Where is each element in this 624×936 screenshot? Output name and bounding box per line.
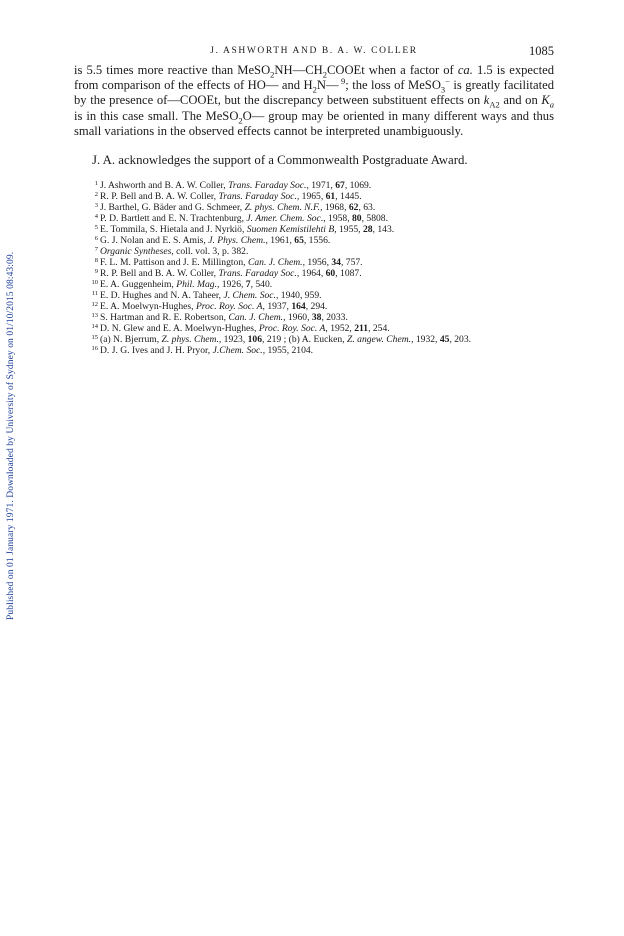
text-run: k xyxy=(483,93,490,108)
reference-pages: , 1556. xyxy=(303,235,331,247)
subscript: 2 xyxy=(238,115,243,126)
text-run: NH—CH xyxy=(274,63,323,77)
reference-journal: Trans. Faraday Soc. xyxy=(218,268,297,280)
reference-pages: , 143. xyxy=(372,224,395,236)
reference-authors: E. Tommila, S. Hietala and J. Nyrkiö, xyxy=(100,224,247,236)
reference-item xyxy=(92,213,554,224)
subscript: 3 xyxy=(440,84,446,95)
body-paragraph xyxy=(74,63,554,139)
reference-authors: G. J. Nolan and E. S. Amis, xyxy=(100,235,209,247)
subscript: 2 xyxy=(270,69,275,80)
reference-number: 10 xyxy=(91,279,98,287)
reference-authors: R. P. Bell and B. A. W. Coller, xyxy=(100,191,219,203)
reference-journal: Trans. Faraday Soc. xyxy=(228,180,307,192)
reference-pages: , 1069. xyxy=(344,180,372,192)
reference-volume: 45 xyxy=(439,334,450,346)
reference-year: , 1955, xyxy=(334,224,363,236)
reference-item xyxy=(92,290,554,301)
subscript: A2 xyxy=(489,99,500,110)
reference-item xyxy=(92,279,554,290)
reference-journal: Phil. Mag. xyxy=(176,279,217,291)
reference-volume: 67 xyxy=(335,180,345,192)
reference-journal: Organic Syntheses xyxy=(100,246,172,258)
reference-number: 8 xyxy=(94,257,98,265)
reference-volume: 61 xyxy=(325,191,336,203)
running-head: J. ASHWORTH AND B. A. W. COLLER xyxy=(210,46,418,56)
text-run: is greatly facilitated by the presence of—COOEt, but the discrepancy between substituent effects on xyxy=(74,78,555,108)
reference-authors: D. N. Glew and E. A. Moelwyn-Hughes, xyxy=(100,323,259,335)
text-run: ; the loss of MeSO xyxy=(345,78,441,93)
reference-number: 12 xyxy=(91,301,98,309)
reference-journal: Can. J. Chem. xyxy=(228,312,284,324)
reference-item xyxy=(92,334,554,345)
reference-item xyxy=(92,257,554,268)
reference-item xyxy=(92,301,554,312)
reference-journal: Z. angew. Chem. xyxy=(347,334,412,346)
reference-journal: Suomen Kemistilehti B xyxy=(246,224,335,236)
reference-number: 16 xyxy=(91,345,98,353)
text-run: ca. xyxy=(457,63,473,77)
reference-item xyxy=(92,224,554,235)
reference-journal: J. Phys. Chem. xyxy=(208,235,266,247)
reference-year: , 1956, xyxy=(302,257,332,269)
reference-volume: 106 xyxy=(247,334,263,346)
reference-item xyxy=(92,268,554,279)
reference-year: , 1968, xyxy=(320,202,349,214)
reference-authors: E. A. Guggenheim, xyxy=(100,279,177,291)
reference-number: 9 xyxy=(94,268,98,276)
reference-year: , 1958, xyxy=(323,213,352,225)
reference-item xyxy=(92,191,554,202)
text-run: K xyxy=(541,93,550,108)
reference-number: 2 xyxy=(94,191,98,199)
reference-year: , 1952, xyxy=(325,323,355,335)
reference-authors: J. Ashworth and B. A. W. Coller, xyxy=(100,180,229,192)
reference-authors: E. D. Hughes and N. A. Taheer, xyxy=(100,290,224,302)
reference-number: 7 xyxy=(94,246,98,254)
reference-number: 4 xyxy=(94,213,98,221)
text-run: is 5.5 times more reactive than MeSO xyxy=(74,63,271,77)
reference-number: 6 xyxy=(94,235,98,243)
reference-volume: 65 xyxy=(294,235,304,247)
reference-journal: Proc. Roy. Soc. A xyxy=(195,301,263,313)
page-header xyxy=(74,44,554,60)
subscript: a xyxy=(549,99,554,110)
reference-year: , 1965, xyxy=(296,191,326,203)
reference-journal: J.Chem. Soc. xyxy=(212,345,263,357)
reference-number: 5 xyxy=(94,224,98,232)
reference-authors: P. D. Bartlett and E. N. Trachtenburg, xyxy=(100,213,247,225)
reference-authors: F. L. M. Pattison and J. E. Millington, xyxy=(100,257,248,269)
reference-number: 15 xyxy=(91,334,98,342)
reference-number: 11 xyxy=(91,290,98,298)
reference-item xyxy=(92,312,554,323)
reference-authors: E. A. Moelwyn-Hughes, xyxy=(100,301,196,313)
reference-pages: , 294. xyxy=(305,301,328,313)
reference-authors: D. J. G. Ives and J. H. Pryor, xyxy=(100,345,213,357)
reference-pages: , 219 ; (b) A. Eucken, xyxy=(262,334,348,346)
reference-volume: 28 xyxy=(362,224,373,236)
text-run: N— xyxy=(316,78,339,93)
reference-year: , 1926, xyxy=(217,279,246,291)
reference-journal: Trans. Faraday Soc. xyxy=(218,191,297,203)
reference-volume: 38 xyxy=(311,312,322,324)
reference-list xyxy=(92,180,554,356)
reference-year: , 1961, xyxy=(265,235,295,247)
reference-number: 14 xyxy=(91,323,98,331)
text-run: O— group may be oriented in many different ways and thus small variations in the observed effects cannot be interpreted unambiguously. xyxy=(74,108,554,138)
reference-authors: J. Barthel, G. Bäder and G. Schmeer, xyxy=(100,202,245,214)
reference-volume: 7 xyxy=(245,279,251,291)
reference-year: , 1971, xyxy=(306,180,336,192)
text-run: and on xyxy=(499,93,542,108)
text-run: 1.5 is expected from comparison of the effects of HO— and H xyxy=(74,63,554,93)
reference-volume: 80 xyxy=(352,213,362,225)
reference-year: , 1923, xyxy=(218,334,248,346)
page-body xyxy=(74,63,554,356)
reference-pages: , 63. xyxy=(358,202,376,214)
reference-item xyxy=(92,246,554,257)
reference-year: , 1932, xyxy=(411,334,440,346)
reference-pages: , 1445. xyxy=(335,191,362,203)
reference-year: , 1937, xyxy=(262,301,292,313)
reference-pages: , 2033. xyxy=(321,312,348,324)
page-number: 1085 xyxy=(529,44,554,58)
reference-journal: Proc. Roy. Soc. A xyxy=(258,323,326,335)
reference-volume: 164 xyxy=(291,301,306,313)
text-run: is in this case small. The MeSO xyxy=(74,108,239,123)
reference-authors: R. P. Bell and B. A. W. Coller, xyxy=(100,268,219,280)
reference-pages: , 5808. xyxy=(361,213,388,225)
reference-journal: J. Amer. Chem. Soc. xyxy=(246,213,324,225)
reference-item xyxy=(92,180,554,191)
reference-pages: , 757. xyxy=(340,257,363,269)
citation-marker: 9 xyxy=(338,76,346,87)
reference-journal: Z. phys. Chem. xyxy=(161,334,219,346)
reference-volume: 62 xyxy=(348,202,359,214)
reference-item xyxy=(92,235,554,246)
reference-volume: 60 xyxy=(325,268,336,280)
reference-authors: (a) N. Bjerrum, xyxy=(100,334,162,346)
reference-number: 1 xyxy=(94,180,98,188)
reference-number: 3 xyxy=(94,202,98,210)
reference-pages: , 1087. xyxy=(335,268,362,280)
reference-year: , 1960, xyxy=(283,312,312,324)
acknowledgement: J. A. acknowledges the support of a Commonwealth Postgraduate Award. xyxy=(92,153,468,168)
reference-volume: 211 xyxy=(354,323,369,335)
reference-year: , 1940, 959. xyxy=(275,290,322,302)
reference-volume: 34 xyxy=(331,257,341,269)
subscript: 2 xyxy=(312,84,317,95)
reference-journal: J. Chem. Soc. xyxy=(223,290,276,302)
reference-year: , coll. vol. 3, p. 382. xyxy=(171,246,249,258)
reference-pages: , 540. xyxy=(250,279,273,291)
reference-item xyxy=(92,323,554,334)
reference-pages: , 254. xyxy=(368,323,390,335)
reference-year: , 1955, 2104. xyxy=(262,345,314,357)
subscript: 2 xyxy=(322,69,327,80)
reference-pages: , 203. xyxy=(449,334,472,346)
reference-journal: Z. phys. Chem. N.F. xyxy=(244,202,321,214)
reference-item xyxy=(92,202,554,213)
text-run: COOEt when a factor of xyxy=(326,63,458,77)
reference-number: 13 xyxy=(91,312,98,320)
reference-item xyxy=(92,345,554,356)
reference-journal: Can. J. Chem. xyxy=(247,257,303,269)
reference-authors: S. Hartman and R. E. Robertson, xyxy=(100,312,229,324)
download-notice: Published on 01 January 1971. Downloaded by University of Sydney on 01/10/2015 08:43:09. xyxy=(6,251,16,620)
superscript: − xyxy=(445,76,450,87)
reference-year: , 1964, xyxy=(296,268,326,280)
